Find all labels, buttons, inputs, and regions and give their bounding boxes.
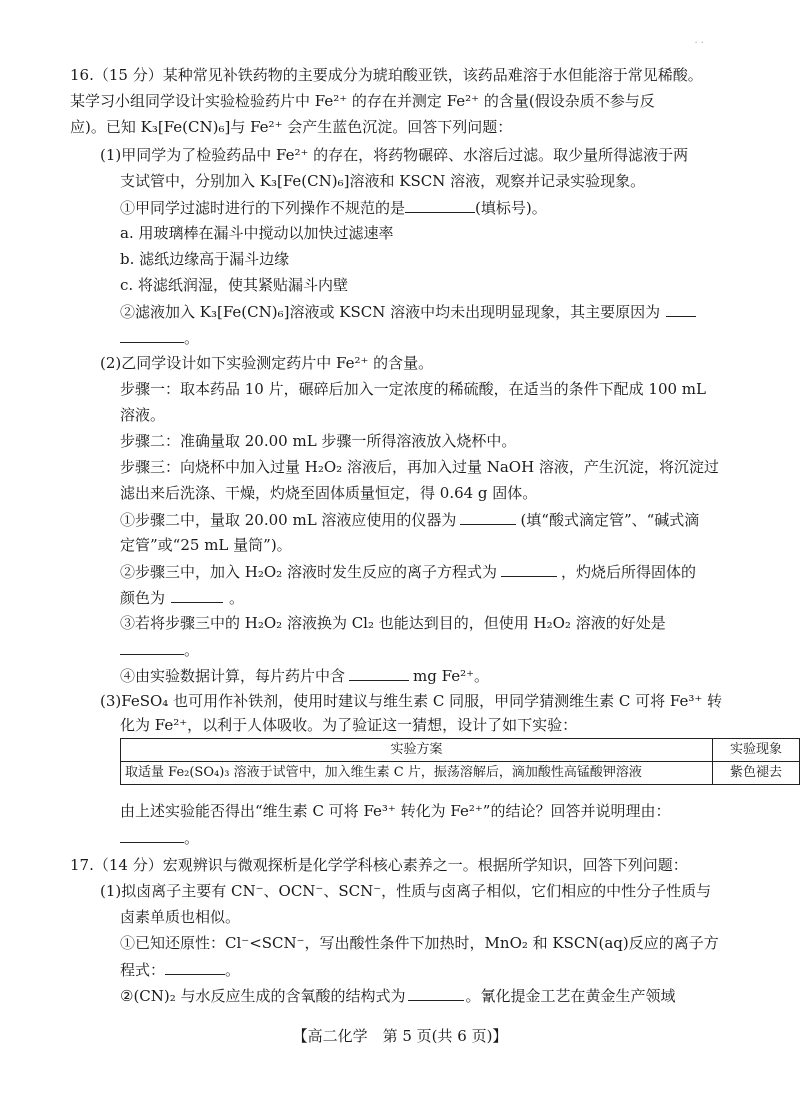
q16-step1-line-1: 步骤一：取本药品 10 片，碾碎后加入一定浓度的稀硫酸，在适当的条件下配成 100 mL — [120, 380, 706, 398]
q16-option-b: b. 滤纸边缘高于漏斗边缘 — [120, 250, 290, 268]
q16-part1-q1-tail: (填标号)。 — [475, 199, 547, 217]
q16-part3-line-3: 由上述实验能否得出“维生素 C 可将 Fe³⁺ 转化为 Fe²⁺”的结论？回答并说明理由： — [120, 802, 671, 820]
q16-option-a: a. 用玻璃棒在漏斗中搅动以加快过滤速率 — [120, 224, 394, 242]
q16-part2-line-1: (2)乙同学设计如下实验测定药片中 Fe²⁺ 的含量。 — [100, 354, 434, 372]
q17-intro: 17.（14 分）宏观辨识与微观探析是化学学科核心素养之一。根据所学知识，回答下列问题： — [70, 856, 688, 874]
table-header-phenomenon: 实验现象 — [713, 739, 800, 762]
q17-part1-question-1: ①已知还原性：Cl⁻<SCN⁻，写出酸性条件下加热时，MnO₂ 和 KSCN(aq)反应的离子方 — [120, 934, 719, 952]
q16-part2-question-2-cont — [120, 586, 244, 609]
q16-intro-line-1: 16.（15 分）某种常见补铁药物的主要成分为琥珀酸亚铁，该药品难溶于水但能溶于常见稀酸。 — [70, 66, 703, 84]
q17-part1-question-2 — [120, 984, 676, 1007]
q16-step3-line-2: 滤出来后洗涤、干燥，灼烧至固体质量恒定，得 0.64 g 固体。 — [120, 484, 538, 502]
q17-part1-line-2: 卤素单质也相似。 — [120, 908, 241, 926]
q16-part2-question-3: ③若将步骤三中的 H₂O₂ 溶液换为 Cl₂ 也能达到目的，但使用 H₂O₂ 溶液的好处是 — [120, 614, 666, 632]
table-row — [121, 762, 800, 785]
q16-part2-q1-text: ①步骤二中，量取 20.00 mL 溶液应使用的仪器为 — [120, 511, 457, 529]
q16-part2-q4-tail: mg Fe²⁺。 — [413, 667, 490, 685]
q16-part1-question-1 — [120, 196, 547, 219]
period: 。 — [184, 329, 200, 347]
q16-part1-question-2-cont — [120, 326, 199, 349]
period: 。 — [229, 589, 245, 607]
q16-part3-line-1: (3)FeSO₄ 也可用作补铁剂，使用时建议与维生素 C 同服，甲同学猜测维生素 C 可将 Fe³⁺ 转 — [100, 692, 723, 710]
table-header-plan: 实验方案 — [121, 739, 713, 762]
q16-part2-question-4 — [120, 664, 489, 687]
q16-part3-line-2: 化为 Fe²⁺，以利于人体吸收。为了验证这一猜想，设计了如下实验： — [120, 716, 578, 734]
answer-blank[interactable] — [349, 664, 409, 681]
q16-part2-question-1-cont: 定管”或“25 mL 量筒”)。 — [120, 536, 292, 554]
q16-part2-question-1 — [120, 508, 699, 531]
corner-mark: · · — [694, 38, 704, 49]
table-cell-plan: 取适量 Fe₂(SO₄)₃ 溶液于试管中，加入维生素 C 片，振荡溶解后，滴加酸性高锰酸钾溶液 — [121, 762, 713, 785]
q16-part2-question-3-cont — [120, 638, 199, 661]
q16-part2-q2-text: ②步骤三中，加入 H₂O₂ 溶液时发生反应的离子方程式为 — [120, 563, 497, 581]
answer-blank[interactable] — [120, 638, 184, 655]
answer-blank[interactable] — [408, 984, 464, 1001]
answer-blank[interactable] — [171, 586, 223, 603]
q16-part2-q2-tail: ，灼烧后所得固体的 — [560, 563, 696, 581]
q17-part1-question-1-cont — [120, 958, 240, 981]
experiment-table-wrap — [120, 738, 800, 788]
period: 。 — [225, 961, 241, 979]
period: 。 — [184, 829, 200, 847]
answer-blank[interactable] — [120, 826, 184, 843]
q16-part2-question-2 — [120, 560, 696, 583]
q16-part1-question-2 — [120, 300, 696, 323]
q16-part1-q1-text: ①甲同学过滤时进行的下列操作不规范的是 — [120, 199, 406, 217]
table-cell-phenomenon: 紫色褪去 — [713, 762, 800, 785]
experiment-table — [120, 738, 800, 785]
q16-part2-q4-text: ④由实验数据计算，每片药片中含 — [120, 667, 346, 685]
q16-part2-q2b-text: 颜色为 — [120, 589, 166, 607]
answer-blank[interactable] — [165, 958, 225, 975]
q17-part1-line-1: (1)拟卤离子主要有 CN⁻、OCN⁻、SCN⁻，性质与卤离子相似，它们相应的中性分子性质与 — [100, 882, 712, 900]
q16-step3-line-1: 步骤三：向烧杯中加入过量 H₂O₂ 溶液后，再加入过量 NaOH 溶液，产生沉淀，将沉淀过 — [120, 458, 719, 476]
page-footer: 【高二化学 第 5 页(共 6 页)】 — [292, 1027, 508, 1045]
q17-part1-q2-tail: 。氰化提金工艺在黄金生产领域 — [465, 987, 676, 1005]
answer-blank[interactable] — [405, 196, 475, 213]
q16-intro-line-3: 应)。已知 K₃[Fe(CN)₆]与 Fe²⁺ 会产生蓝色沉淀。回答下列问题： — [70, 118, 513, 136]
q16-part2-q1-tail: (填“酸式滴定管”、“碱式滴 — [520, 511, 700, 529]
table-header-row — [121, 739, 800, 762]
q16-part1-line-2: 支试管中，分别加入 K₃[Fe(CN)₆]溶液和 KSCN 溶液，观察并记录实验现象。 — [120, 172, 646, 190]
answer-blank[interactable] — [120, 326, 184, 343]
q16-step1-line-2: 溶液。 — [120, 406, 166, 424]
answer-blank[interactable] — [460, 508, 516, 525]
q17-part1-q1b-text: 程式： — [120, 961, 166, 979]
q16-option-c: c. 将滤纸润湿，使其紧贴漏斗内壁 — [120, 276, 348, 294]
q17-part1-q2-text: ②(CN)₂ 与水反应生成的含氧酸的结构式为 — [120, 987, 406, 1005]
q16-part1-q2-text: ②滤液加入 K₃[Fe(CN)₆]溶液或 KSCN 溶液中均未出现明显现象，其主要原因为 — [120, 303, 661, 321]
period: 。 — [184, 641, 200, 659]
q16-part1-line-1: (1)甲同学为了检验药品中 Fe²⁺ 的存在，将药物碾碎、水溶后过滤。取少量所得滤液于两 — [100, 146, 689, 164]
q16-intro-line-2: 某学习小组同学设计实验检验药片中 Fe²⁺ 的存在并测定 Fe²⁺ 的含量(假设杂质不参与反 — [70, 92, 655, 110]
q16-step2: 步骤二：准确量取 20.00 mL 步骤一所得溶液放入烧杯中。 — [120, 432, 517, 450]
q16-part3-line-4 — [120, 826, 199, 849]
answer-blank[interactable] — [501, 560, 557, 577]
answer-blank[interactable] — [666, 300, 696, 317]
